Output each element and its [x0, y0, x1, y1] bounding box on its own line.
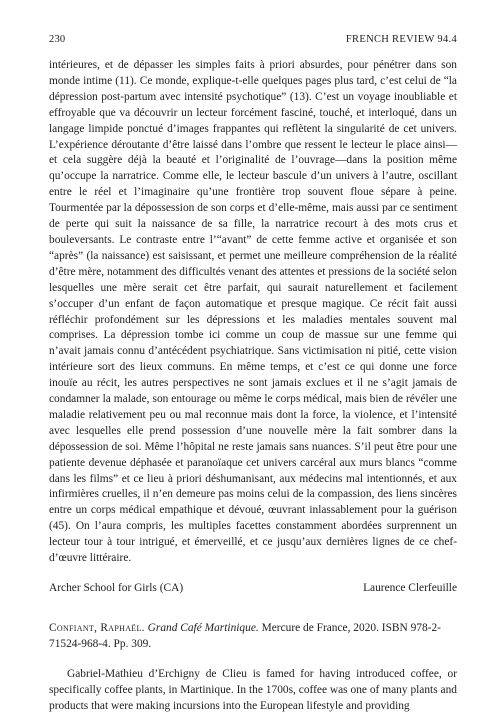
- book-author: Confiant, Raphaël.: [49, 621, 145, 634]
- journal-page: [49, 34, 457, 714]
- review-paragraph: intérieures, et de dépasser les simples faits à priori absurdes, pour pénétrer dans son monde intime (11). Ce monde, explique-t-elle quelques pages plus tard, c’est celui de “la dépression post-partum avec intensité psychotique” (13). C’est un voyage inoubliable et effroyable que va découvrir un lecteur forcément fasciné, touché, et interloqué, dans un langage limpide ponctué d’images frappantes qui reflètent la singularité de cet univers. L’expérience déroutante d’être laissé dans l’ombre que ressent le lecteur le place ainsi—et cela suggère déjà la beauté et l’originalité de l’ouvrage—dans la position même qu’occupe la narratrice. Comme elle, le lecteur bascule d’un univers à l’autre, oscillant entre le réel et l’imaginaire qu’une frontière trop souvent floue sépare à peine. Tourmentée par la dépossession de son corps et d’elle-même, mais aussi par ce sentiment de perte qui suit la naissance de sa fille, la narratrice recourt à des mots crus et bouleversants. Le contraste entre l’“avant” de cette femme active et organisée et son “après” (la naissance) est saisissant, et permet une meilleure compréhension de la réalité d’être mère, notamment des difficultés venant des attentes et pressions de la société selon lesquelles une mère serait cet être parfait, qui saurait naturellement et facilement s’occuper d’un enfant de façon automatique et presque magique. Ce récit fait aussi réfléchir profondément sur les dépressions et les maladies mentales souvent mal comprises. La dépression tombe ici comme un coup de massue sur une femme qui n’avait jamais connu d’antécédent psychiatrique. Sans victimisation ni pitié, cette vision intérieure sort des lieux communs. En même temps, et c’est ce qui donne une force inouïe au récit, les autres perspectives ne sont jamais exclues et il ne s’agit jamais de condamner la malade, son entourage ou même le corps médical, mais bien de révéler une maladie relativement peu ou mal reconnue mais dont la force, la violence, et l’intensité avec lesquelles elle prend possession d’une nouvelle mère la fait sombrer dans la dépossession de soi. Même l’hôpital ne reste jamais sans nuances. S’il peut être pour une patiente devenue déphasée et paranoïaque cet univers carcéral aux murs blancs “comme dans les films” et ce lieu à priori déshumanisant, aux médecins mal intentionnés, et aux infirmières cruelles, il n’en demeure pas moins celui de la compassion, des liens sincères entre un corps médical empathique et dévoué, œuvrant inlassablement pour la guérison (45). On l’aura compris, les multiples facettes constamment abordées surprennent un lecteur tour à tour intrigué, et émerveillé, et ce jusqu’aux dernières lignes de ce chef-d’œuvre littéraire.: [49, 59, 457, 565]
- reviewer-name: Laurence Clerfeuille: [363, 582, 457, 594]
- journal-title: FRENCH REVIEW 94.4: [345, 34, 457, 45]
- review-body-text: [49, 58, 457, 567]
- running-header: [49, 34, 457, 45]
- reviewer-affiliation: Archer School for Girls (CA): [49, 582, 184, 594]
- reviewer-signature: [49, 581, 457, 597]
- book-title: Grand Café Martinique.: [147, 621, 259, 634]
- book-citation: [49, 621, 457, 653]
- second-review-body: [49, 667, 457, 715]
- book-publication-info: Mercure de France, 2020. ISBN 978-2-71524-968-4. Pp. 309.: [49, 621, 441, 650]
- page-number: 230: [49, 34, 66, 45]
- second-review-paragraph: Gabriel-Mathieu d’Erchigny de Clieu is famed for having introduced coffee, or specifically coffee plants, in Martinique. In the 1700s, coffee was one of many plants and products that were making incursions into the European lifestyle and providing: [49, 667, 457, 712]
